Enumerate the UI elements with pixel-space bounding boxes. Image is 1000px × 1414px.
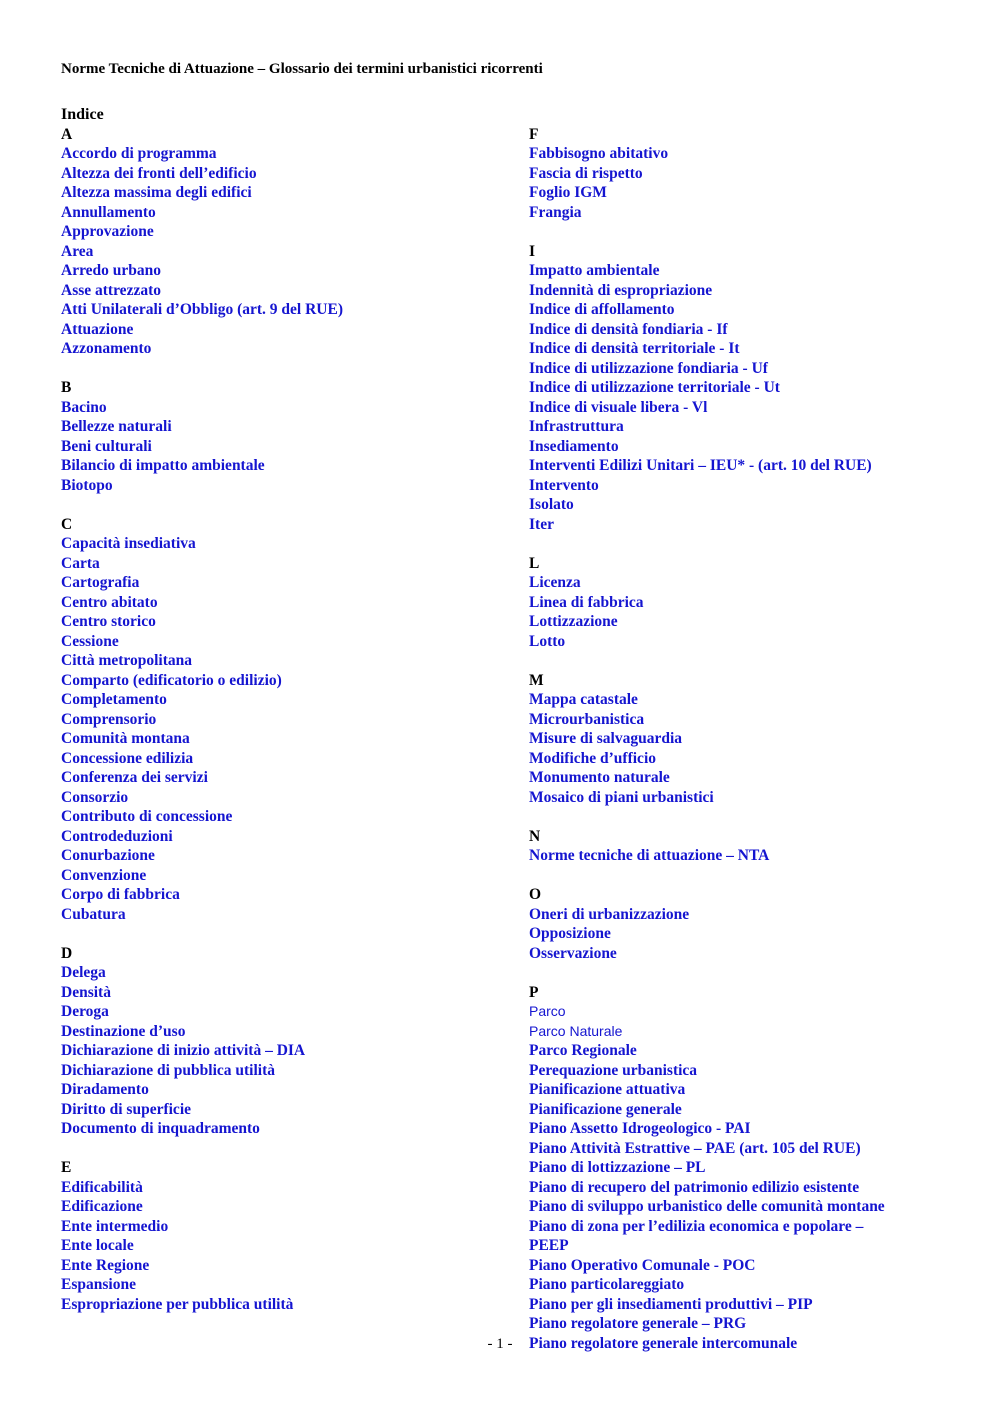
index-section-m bbox=[529, 671, 949, 808]
list-item bbox=[529, 1022, 949, 1042]
glossary-link-mosaico-di-piani-urbanistici[interactable]: Mosaico di piani urbanistici bbox=[529, 788, 714, 806]
glossary-link-contributo-di-concessione[interactable]: Contributo di concessione bbox=[61, 808, 233, 825]
list-item bbox=[61, 1080, 501, 1100]
list-item bbox=[529, 1236, 949, 1256]
list-item bbox=[61, 593, 501, 613]
list-item bbox=[61, 905, 501, 925]
list-item bbox=[61, 749, 501, 769]
glossary-link-piano-particolareggiato[interactable]: Piano particolareggiato bbox=[529, 1276, 685, 1293]
glossary-link-comprensorio[interactable]: Comprensorio bbox=[61, 710, 157, 728]
list-item bbox=[61, 164, 501, 184]
glossary-link-linea-di-fabbrica[interactable]: Linea di fabbrica bbox=[529, 593, 644, 611]
list-item bbox=[529, 632, 949, 652]
glossary-link-documento-di-inquadramento[interactable]: Documento di inquadramento bbox=[61, 1120, 260, 1137]
list-item bbox=[529, 944, 949, 964]
glossary-link-centro-abitato[interactable]: Centro abitato bbox=[61, 593, 158, 611]
glossary-link-indennita-di-espropriazione[interactable]: Indennità di espropriazione bbox=[529, 281, 713, 299]
glossary-link-mappa-catastale[interactable]: Mappa catastale bbox=[529, 691, 638, 708]
glossary-link-capacita-insediativa[interactable]: Capacità insediativa bbox=[61, 535, 196, 552]
index-heading: Indice bbox=[61, 106, 104, 123]
index-heading-spacer bbox=[529, 105, 949, 125]
list-item bbox=[529, 1178, 949, 1198]
glossary-link-opposizione[interactable]: Opposizione bbox=[529, 925, 611, 942]
glossary-link-indice-di-affollamento[interactable]: Indice di affollamento bbox=[529, 301, 675, 318]
list-item bbox=[61, 554, 501, 574]
glossary-link-piano-attivita-estrattive-pae-art-105-de[interactable]: Piano Attività Estrattive – PAE (art. 105 del RUE) bbox=[529, 1139, 861, 1157]
list-item bbox=[61, 417, 501, 437]
list-item bbox=[61, 651, 501, 671]
entry-list bbox=[529, 690, 949, 807]
glossary-link-ente-regione[interactable]: Ente Regione bbox=[61, 1256, 150, 1274]
list-item bbox=[529, 1080, 949, 1100]
list-item bbox=[61, 1256, 501, 1276]
list-item bbox=[529, 1100, 949, 1120]
index-section-e bbox=[61, 1158, 501, 1314]
document-title: Norme Tecniche di Attuazione – Glossario dei termini urbanistici ricorrenti bbox=[61, 61, 543, 77]
list-item bbox=[529, 515, 949, 535]
list-item bbox=[61, 846, 501, 866]
entry-list bbox=[61, 398, 501, 496]
section-letter: C bbox=[61, 515, 73, 533]
glossary-link-lottizzazione[interactable]: Lottizzazione bbox=[529, 613, 618, 630]
list-item bbox=[61, 632, 501, 652]
glossary-link-intervento[interactable]: Intervento bbox=[529, 476, 599, 494]
section-letter: N bbox=[529, 827, 541, 845]
glossary-link-piano-di-zona-per-l-edilizia-economica-e[interactable]: Piano di zona per l’edilizia economica e popolare – bbox=[529, 1217, 864, 1235]
list-item bbox=[529, 183, 949, 203]
list-item bbox=[61, 183, 501, 203]
list-item bbox=[529, 593, 949, 613]
entry-list bbox=[529, 144, 949, 222]
glossary-link-impatto-ambientale[interactable]: Impatto ambientale bbox=[529, 262, 660, 279]
list-item bbox=[529, 768, 949, 788]
glossary-link-infrastruttura[interactable]: Infrastruttura bbox=[529, 418, 624, 435]
index-section-c bbox=[61, 515, 501, 925]
index-section-f bbox=[529, 125, 949, 223]
glossary-link-espansione[interactable]: Espansione bbox=[61, 1276, 136, 1293]
list-item bbox=[61, 963, 501, 983]
list-item bbox=[529, 1256, 949, 1276]
glossary-link-attuazione[interactable]: Attuazione bbox=[61, 320, 134, 338]
entry-list bbox=[61, 144, 501, 359]
list-item bbox=[529, 710, 949, 730]
glossary-link-dichiarazione-di-inizio-attivita-dia[interactable]: Dichiarazione di inizio attività – DIA bbox=[61, 1042, 306, 1059]
list-item bbox=[529, 495, 949, 515]
list-item bbox=[529, 788, 949, 808]
list-item bbox=[61, 203, 501, 223]
section-letter: L bbox=[529, 554, 540, 572]
list-item bbox=[529, 690, 949, 710]
glossary-link-perequazione-urbanistica[interactable]: Perequazione urbanistica bbox=[529, 1061, 698, 1079]
glossary-link-area[interactable]: Area bbox=[61, 242, 94, 260]
list-item bbox=[61, 1061, 501, 1081]
glossary-link-indice-di-densita-fondiaria-if[interactable]: Indice di densità fondiaria - If bbox=[529, 320, 728, 338]
list-item bbox=[529, 281, 949, 301]
list-item bbox=[61, 534, 501, 554]
glossary-link-misure-di-salvaguardia[interactable]: Misure di salvaguardia bbox=[529, 730, 683, 747]
section-letter: P bbox=[529, 983, 539, 1001]
glossary-link-destinazione-d-uso[interactable]: Destinazione d’uso bbox=[61, 1022, 186, 1040]
glossary-link-atti-unilaterali-d-obbligo-art-9-del-rue[interactable]: Atti Unilaterali d’Obbligo (art. 9 del RUE) bbox=[61, 301, 343, 318]
list-item bbox=[529, 612, 949, 632]
glossary-link-insediamento[interactable]: Insediamento bbox=[529, 437, 619, 455]
index-section-o bbox=[529, 885, 949, 963]
glossary-link-piano-assetto-idrogeologico-pai[interactable]: Piano Assetto Idrogeologico - PAI bbox=[529, 1120, 751, 1137]
glossary-link-cartografia[interactable]: Cartografia bbox=[61, 574, 140, 591]
list-item bbox=[529, 339, 949, 359]
list-item bbox=[529, 261, 949, 281]
list-item bbox=[529, 1041, 949, 1061]
list-item bbox=[529, 437, 949, 457]
glossary-link-controdeduzioni[interactable]: Controdeduzioni bbox=[61, 827, 173, 845]
list-item bbox=[61, 710, 501, 730]
entry-list bbox=[529, 905, 949, 964]
glossary-link-modifiche-d-ufficio[interactable]: Modifiche d’ufficio bbox=[529, 749, 656, 767]
list-item bbox=[61, 144, 501, 164]
glossary-link-frangia[interactable]: Frangia bbox=[529, 203, 582, 221]
section-letter: F bbox=[529, 125, 539, 143]
glossary-link-pianificazione-generale[interactable]: Pianificazione generale bbox=[529, 1100, 682, 1118]
list-item bbox=[529, 749, 949, 769]
glossary-link-accordo-di-programma[interactable]: Accordo di programma bbox=[61, 145, 217, 162]
section-letter: D bbox=[61, 944, 73, 962]
list-item bbox=[61, 1002, 501, 1022]
glossary-link-parco-regionale[interactable]: Parco Regionale bbox=[529, 1042, 637, 1059]
glossary-link-oneri-di-urbanizzazione[interactable]: Oneri di urbanizzazione bbox=[529, 905, 690, 923]
section-letter: O bbox=[529, 886, 542, 903]
list-item bbox=[529, 573, 949, 593]
glossary-link-indice-di-utilizzazione-fondiaria-uf[interactable]: Indice di utilizzazione fondiaria - Uf bbox=[529, 359, 768, 377]
glossary-link-lotto[interactable]: Lotto bbox=[529, 632, 566, 650]
list-item bbox=[529, 203, 949, 223]
list-item bbox=[529, 1295, 949, 1315]
index-section-l bbox=[529, 554, 949, 652]
list-item bbox=[529, 1275, 949, 1295]
glossary-link-cubatura[interactable]: Cubatura bbox=[61, 905, 126, 923]
glossary-link-altezza-dei-fronti-dell-edificio[interactable]: Altezza dei fronti dell’edificio bbox=[61, 164, 257, 182]
index-section-d bbox=[61, 944, 501, 1139]
index-section-p bbox=[529, 983, 949, 1354]
glossary-link-iter[interactable]: Iter bbox=[529, 515, 554, 533]
entry-list bbox=[529, 261, 949, 534]
glossary-link-piano-di-lottizzazione-pl[interactable]: Piano di lottizzazione – PL bbox=[529, 1159, 706, 1176]
list-item bbox=[529, 378, 949, 398]
list-item bbox=[529, 1197, 949, 1217]
list-item bbox=[529, 1119, 949, 1139]
glossary-link-beni-culturali[interactable]: Beni culturali bbox=[61, 437, 152, 455]
entry-list bbox=[61, 963, 501, 1139]
list-item bbox=[529, 905, 949, 925]
glossary-link-peep[interactable]: PEEP bbox=[529, 1237, 569, 1254]
glossary-link-monumento-naturale[interactable]: Monumento naturale bbox=[529, 769, 670, 786]
glossary-link-conurbazione[interactable]: Conurbazione bbox=[61, 847, 155, 864]
left-sections bbox=[61, 125, 501, 1315]
list-item bbox=[61, 1217, 501, 1237]
entry-list bbox=[529, 573, 949, 651]
list-item bbox=[61, 1100, 501, 1120]
list-item bbox=[529, 1217, 949, 1237]
list-item bbox=[529, 476, 949, 496]
list-item bbox=[529, 300, 949, 320]
glossary-link-carta[interactable]: Carta bbox=[61, 554, 100, 572]
glossary-link-dichiarazione-di-pubblica-utilita[interactable]: Dichiarazione di pubblica utilità bbox=[61, 1061, 276, 1079]
list-item bbox=[529, 924, 949, 944]
index-section-a bbox=[61, 125, 501, 359]
glossary-link-arredo-urbano[interactable]: Arredo urbano bbox=[61, 262, 162, 279]
glossary-link-piano-regolatore-generale-intercomunale[interactable]: Piano regolatore generale intercomunale bbox=[529, 1334, 798, 1352]
glossary-link-edificabilita[interactable]: Edificabilità bbox=[61, 1178, 143, 1196]
list-item bbox=[529, 456, 949, 476]
glossary-link-cessione[interactable]: Cessione bbox=[61, 632, 119, 650]
list-item bbox=[61, 437, 501, 457]
list-item bbox=[61, 339, 501, 359]
list-item bbox=[529, 359, 949, 379]
entry-list bbox=[529, 1002, 949, 1353]
list-item bbox=[529, 729, 949, 749]
glossary-link-ente-intermedio[interactable]: Ente intermedio bbox=[61, 1217, 169, 1235]
glossary-link-indice-di-utilizzazione-territoriale-ut[interactable]: Indice di utilizzazione territoriale - Ut bbox=[529, 379, 780, 396]
glossary-link-microurbanistica[interactable]: Microurbanistica bbox=[529, 710, 645, 728]
glossary-link-licenza[interactable]: Licenza bbox=[529, 574, 581, 591]
list-item bbox=[61, 281, 501, 301]
index-column-left bbox=[61, 105, 501, 1334]
glossary-link-corpo-di-fabbrica[interactable]: Corpo di fabbrica bbox=[61, 886, 180, 903]
glossary-link-norme-tecniche-di-attuazione-nta[interactable]: Norme tecniche di attuazione – NTA bbox=[529, 847, 770, 864]
glossary-link-piano-di-recupero-del-patrimonio-edilizi[interactable]: Piano di recupero del patrimonio edilizio esistente bbox=[529, 1178, 860, 1196]
glossary-link-diritto-di-superficie[interactable]: Diritto di superficie bbox=[61, 1100, 192, 1118]
list-item bbox=[61, 261, 501, 281]
glossary-link-fabbisogno-abitativo[interactable]: Fabbisogno abitativo bbox=[529, 145, 669, 162]
index-section-b bbox=[61, 378, 501, 495]
list-item bbox=[61, 476, 501, 496]
glossary-link-bellezze-naturali[interactable]: Bellezze naturali bbox=[61, 418, 172, 435]
list-item bbox=[61, 222, 501, 242]
glossary-link-convenzione[interactable]: Convenzione bbox=[61, 866, 147, 884]
glossary-link-centro-storico[interactable]: Centro storico bbox=[61, 613, 156, 630]
list-item bbox=[529, 1061, 949, 1081]
list-item bbox=[61, 1236, 501, 1256]
list-item bbox=[61, 671, 501, 691]
list-item bbox=[61, 827, 501, 847]
list-item bbox=[61, 1041, 501, 1061]
list-item bbox=[61, 866, 501, 886]
list-item bbox=[61, 573, 501, 593]
list-item bbox=[61, 729, 501, 749]
entry-list bbox=[529, 846, 949, 866]
glossary-link-osservazione[interactable]: Osservazione bbox=[529, 944, 617, 962]
glossary-link-asse-attrezzato[interactable]: Asse attrezzato bbox=[61, 281, 161, 299]
list-item bbox=[61, 612, 501, 632]
glossary-link-piano-di-sviluppo-urbanistico-delle-comu[interactable]: Piano di sviluppo urbanistico delle comunità montane bbox=[529, 1198, 885, 1215]
glossary-link-foglio-igm[interactable]: Foglio IGM bbox=[529, 184, 607, 201]
entry-list bbox=[61, 1178, 501, 1315]
list-item bbox=[61, 1119, 501, 1139]
list-item bbox=[61, 320, 501, 340]
glossary-link-approvazione[interactable]: Approvazione bbox=[61, 223, 154, 240]
glossary-link-altezza-massima-degli-edifici[interactable]: Altezza massima degli edifici bbox=[61, 184, 252, 201]
list-item bbox=[529, 846, 949, 866]
list-item bbox=[529, 417, 949, 437]
glossary-link-pianificazione-attuativa[interactable]: Pianificazione attuativa bbox=[529, 1081, 686, 1098]
glossary-link-bacino[interactable]: Bacino bbox=[61, 398, 107, 416]
glossary-link-comparto-edificatorio-o-edilizio[interactable]: Comparto (edificatorio o edilizio) bbox=[61, 671, 282, 689]
list-item bbox=[61, 1275, 501, 1295]
glossary-link-azzonamento[interactable]: Azzonamento bbox=[61, 340, 152, 357]
glossary-link-completamento[interactable]: Completamento bbox=[61, 691, 167, 708]
list-item bbox=[61, 1178, 501, 1198]
list-item bbox=[529, 144, 949, 164]
list-item bbox=[61, 690, 501, 710]
entry-list bbox=[61, 534, 501, 924]
list-item bbox=[529, 320, 949, 340]
section-letter: A bbox=[61, 125, 73, 143]
glossary-link-piano-regolatore-generale-prg[interactable]: Piano regolatore generale – PRG bbox=[529, 1315, 747, 1332]
list-item bbox=[529, 164, 949, 184]
glossary-link-piano-per-gli-insediamenti-produttivi-pi[interactable]: Piano per gli insediamenti produttivi – PIP bbox=[529, 1295, 813, 1313]
glossary-link-espropriazione-per-pubblica-utilita[interactable]: Espropriazione per pubblica utilità bbox=[61, 1295, 294, 1313]
glossary-link-indice-di-densita-territoriale-it[interactable]: Indice di densità territoriale - It bbox=[529, 340, 740, 357]
section-letter: B bbox=[61, 379, 72, 396]
glossary-link-delega[interactable]: Delega bbox=[61, 964, 106, 981]
glossary-link-isolato[interactable]: Isolato bbox=[529, 496, 574, 513]
section-letter: M bbox=[529, 671, 544, 689]
list-item bbox=[529, 1002, 949, 1022]
list-item bbox=[61, 1197, 501, 1217]
glossary-link-comunita-montana[interactable]: Comunità montana bbox=[61, 730, 190, 747]
section-letter: I bbox=[529, 242, 536, 260]
glossary-link-piano-operativo-comunale-poc[interactable]: Piano Operativo Comunale - POC bbox=[529, 1256, 756, 1274]
glossary-link-fascia-di-rispetto[interactable]: Fascia di rispetto bbox=[529, 164, 643, 182]
glossary-link-ente-locale[interactable]: Ente locale bbox=[61, 1237, 134, 1254]
section-letter: E bbox=[61, 1159, 72, 1176]
glossary-link-bilancio-di-impatto-ambientale[interactable]: Bilancio di impatto ambientale bbox=[61, 457, 265, 474]
glossary-link-indice-di-visuale-libera-vl[interactable]: Indice di visuale libera - Vl bbox=[529, 398, 708, 416]
glossary-link-edificazione[interactable]: Edificazione bbox=[61, 1198, 143, 1215]
list-item bbox=[61, 885, 501, 905]
list-item bbox=[61, 983, 501, 1003]
page-number: - 1 - bbox=[487, 1336, 513, 1352]
list-item bbox=[61, 242, 501, 262]
glossary-link-parco[interactable]: Parco bbox=[529, 1003, 566, 1019]
glossary-link-citta-metropolitana[interactable]: Città metropolitana bbox=[61, 652, 193, 669]
list-item bbox=[61, 398, 501, 418]
list-item bbox=[61, 300, 501, 320]
list-item bbox=[61, 788, 501, 808]
glossary-link-concessione-edilizia[interactable]: Concessione edilizia bbox=[61, 749, 194, 767]
list-item bbox=[529, 398, 949, 418]
glossary-link-annullamento[interactable]: Annullamento bbox=[61, 203, 156, 221]
index-section-n bbox=[529, 827, 949, 866]
list-item bbox=[61, 1022, 501, 1042]
glossary-link-diradamento[interactable]: Diradamento bbox=[61, 1081, 149, 1098]
list-item bbox=[61, 807, 501, 827]
list-item bbox=[529, 1314, 949, 1334]
glossary-link-densita[interactable]: Densità bbox=[61, 983, 111, 1001]
list-item bbox=[61, 456, 501, 476]
glossary-link-consorzio[interactable]: Consorzio bbox=[61, 788, 129, 806]
glossary-link-parco-naturale[interactable]: Parco Naturale bbox=[529, 1022, 623, 1039]
glossary-link-conferenza-dei-servizi[interactable]: Conferenza dei servizi bbox=[61, 769, 208, 786]
list-item bbox=[529, 1158, 949, 1178]
list-item bbox=[529, 1139, 949, 1159]
list-item bbox=[61, 768, 501, 788]
glossary-link-deroga[interactable]: Deroga bbox=[61, 1003, 109, 1020]
list-item bbox=[61, 1295, 501, 1315]
right-sections bbox=[529, 125, 949, 1354]
index-column-right bbox=[529, 105, 949, 1373]
glossary-link-biotopo[interactable]: Biotopo bbox=[61, 476, 113, 494]
glossary-link-interventi-edilizi-unitari-ieu-art-10-de[interactable]: Interventi Edilizi Unitari – IEU* - (art. 10 del RUE) bbox=[529, 457, 872, 474]
index-section-i bbox=[529, 242, 949, 535]
